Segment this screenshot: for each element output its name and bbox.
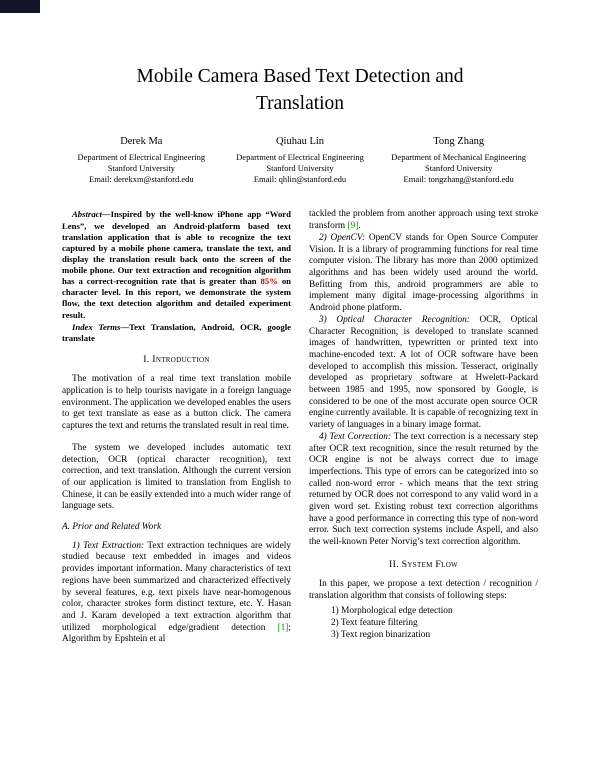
index-terms-label: Index Terms — [72, 321, 121, 332]
section1-paragraph-1: The motivation of a real time text translation mobile application is to help tourists navigate in a foreign language environment. The application we developed enables the users to get text translate as ease as a button click. The camera captures the text and returns the translated result in real time. — [62, 374, 291, 432]
author-email: Email: qhlin@stanford.edu — [253, 174, 347, 185]
author-university: Stanford University — [107, 163, 175, 174]
item-4-text: The text correction is a necessary step after OCR text recognition, since the result returned by the OCR engine is not be always correct due to image imperfections. This type of errors can be categorized into so called non-word error - which means that the text string returned by OCR does not correspond to any valid word in a given word set. Existing robust text correction algorithms have a good performance in correcting this type of non-word error. Such text correction systems include Aspell, and also the well-known Peter Norvig’s text correction algorithm. — [309, 431, 538, 548]
author-name: Qiuhau Lin — [275, 135, 325, 147]
author-name: Derek Ma — [120, 135, 163, 147]
related-work-item-4 — [309, 432, 538, 549]
item-1-label: 1) Text Extraction: — [72, 540, 145, 551]
top-left-artifact — [0, 0, 40, 13]
item-1-tail: ; Algorithm by Epshtein et al — [62, 622, 291, 645]
author-department: Department of Electrical Engineering — [77, 151, 206, 162]
citation-9: [9] — [347, 221, 359, 232]
two-column-body — [62, 209, 538, 646]
abstract-label: Abstract— — [72, 209, 111, 220]
related-work-item-1-continued — [309, 209, 538, 232]
index-terms-text: —Text Translation, Android, OCR, google translate — [62, 321, 291, 343]
item-2-text: OpenCV stands for Open Source Computer Vision. It is a library of programming functions for real time computer vision. The library has more than 2000 optimized algorithms and has been widely used around the world. Befitting from this, android programmers are able to implement many digital image-processing algorithms in Android phone platform. — [309, 232, 538, 314]
author-department: Department of Mechanical Engineering — [391, 151, 527, 162]
citation-1: [1] — [277, 622, 289, 633]
item-3-label: 3) Optical Character Recognition: — [319, 314, 470, 325]
author-1 — [62, 136, 221, 186]
abstract-paragraph — [62, 209, 291, 320]
left-column — [62, 209, 291, 646]
system-flow-step-1: 1) Morphological edge detection — [331, 605, 453, 616]
paper-title-line2: Translation — [255, 92, 345, 114]
subsection-a-heading: A. Prior and Related Work — [62, 522, 162, 533]
author-university: Stanford University — [266, 163, 334, 174]
author-email: Email: derekxm@stanford.edu — [89, 174, 194, 185]
item-3-text: OCR, Optical Character Recognition, is developed to translate scanned images of handwritten, typewritten or printed text into machine-encoded text. A lot of OCR software have been developed to accomplish this mission. Tesseract, originally developed as proprietary software at Hwelett-Packard between 1985 and 1995, now sponsored by Google, is considered to be one of the most accurate open source OCR engine currently available. It is capable of recognizing text in variety of languages in a binary image format. — [309, 314, 539, 431]
author-university: Stanford University — [425, 163, 493, 174]
index-terms — [62, 322, 291, 344]
system-flow-step-3: 3) Text region binarization — [331, 629, 431, 640]
system-flow-steps — [309, 605, 538, 641]
abstract-text-2: on character level. In this report, we demonstrate the system flow, the text detection algorithm and detailed experiment result. — [62, 276, 291, 320]
section1-paragraph-2: The system we developed includes automatic text detection, OCR (optical character recognition), text correction, and text translation. Although the current version of our application is limited to translation from English to Chinese, it can be easily extended into a much wider range of language sets. — [62, 442, 291, 512]
item-1-continuation: tackled the problem from another approach using text stroke transform — [309, 209, 538, 232]
related-work-item-3 — [309, 315, 538, 432]
author-email: Email: tongzhang@stanford.edu — [403, 174, 514, 185]
author-department: Department of Electrical Engineering — [236, 151, 364, 162]
item-4-label: 4) Text Correction: — [319, 431, 392, 442]
paper-title — [72, 64, 528, 118]
abstract-highlight-85: 85% — [260, 276, 278, 287]
item-1-text: Text extraction techniques are widely studied because text embedded in images and videos provides important information. Many characteristics of text regions have been summarized and characterized effectively by several features, e.g. text pixels have near-homogenous color, character strokes form distinct texture, etc. Y. Hasan and J. Karam developed a text extraction algorithm that utilized morphological edge/gradient detection — [62, 540, 292, 633]
related-work-item-2 — [309, 233, 538, 315]
related-work-item-1 — [62, 541, 291, 646]
abstract-text-1: Inspired by the well-know iPhone app “Word Lens”, we developed an Android-platform based text translation application that is able to recognize the text captured by a mobile phone camera, translate the text, and display the translation result back onto the screen of the mobile phone. Our text extraction and recognition algorithm has a correct-recognition rate that is greater than — [62, 209, 291, 287]
item-1-continuation-tail: . — [358, 221, 361, 232]
system-flow-step-2: 2) Text feature filtering — [331, 617, 418, 628]
author-2 — [221, 136, 380, 186]
right-column — [309, 209, 538, 646]
section1-heading: I. Introduction — [143, 353, 210, 365]
author-block — [62, 136, 538, 186]
section2-paragraph-1: In this paper, we propose a text detection / recognition / translation algorithm that consists of following steps: — [309, 579, 538, 601]
section2-heading: II. System Flow — [389, 558, 458, 570]
author-3 — [379, 136, 538, 186]
item-2-label: 2) OpenCV: — [319, 232, 366, 243]
paper-title-line1: Mobile Camera Based Text Detection and — [136, 66, 464, 87]
author-name: Tong Zhang — [433, 135, 485, 147]
